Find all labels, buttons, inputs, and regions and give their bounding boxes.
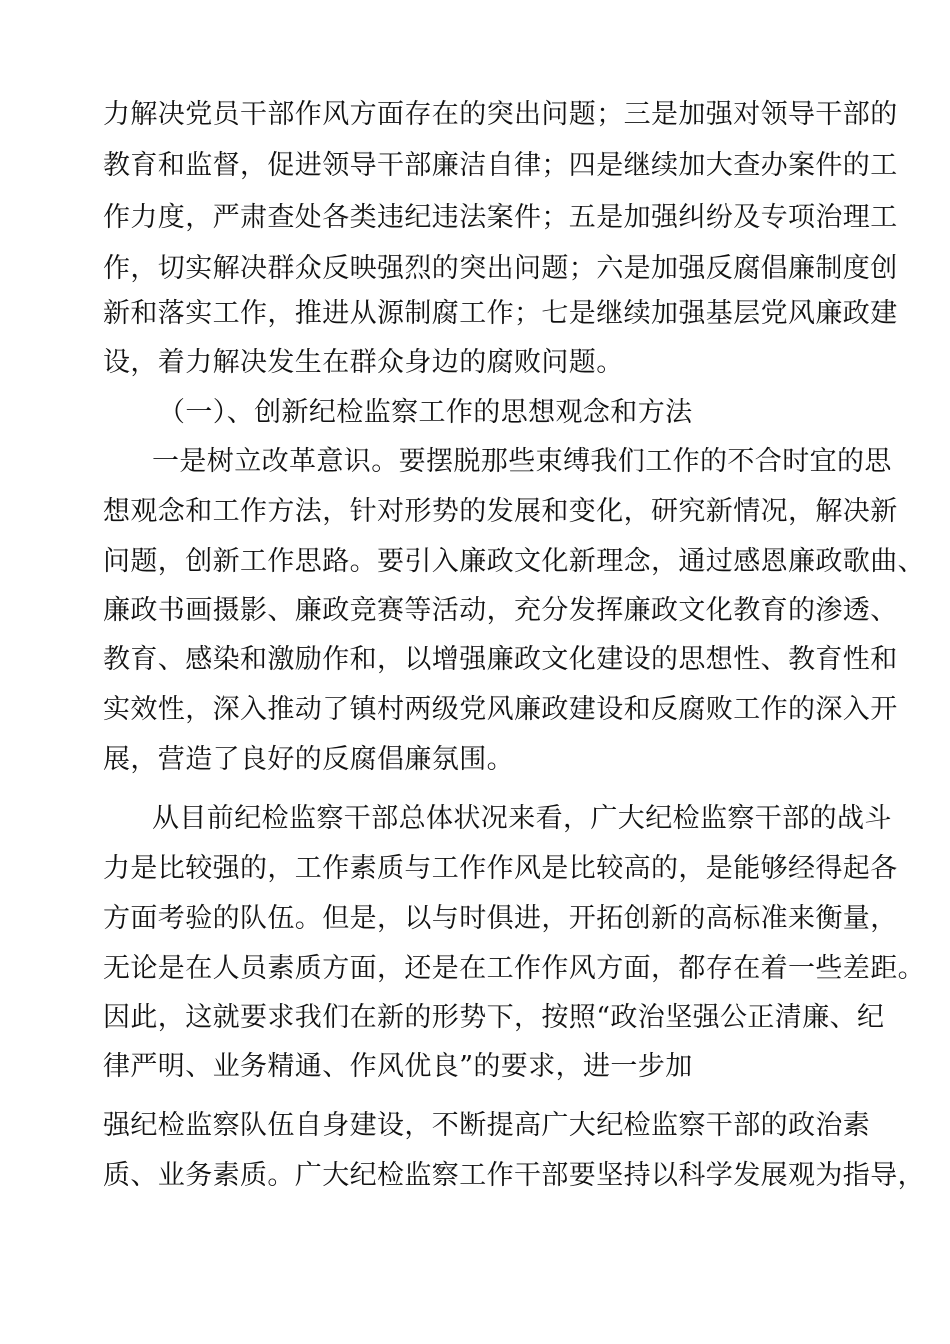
text-line: 问题，创新工作思路。要引入廉政文化新理念，通过感恩廉政歌曲、	[103, 546, 925, 577]
text-line: 从目前纪检监察干部总体状况来看，广大纪检监察干部的战斗	[152, 803, 892, 834]
text-line: 作力度，严肃查处各类违纪违法案件；五是加强纠纷及专项治理工	[103, 202, 898, 233]
text-line: 无论是在人员素质方面，还是在工作作风方面，都存在着一些差距。	[103, 953, 925, 984]
text-line: 新和落实工作，推进从源制腐工作；七是继续加强基层党风廉政建	[103, 298, 898, 329]
text-line: 作，切实解决群众反映强烈的突出问题；六是加强反腐倡廉制度创	[103, 253, 898, 284]
text-line: 质、业务素质。广大纪检监察工作干部要坚持以科学发展观为指导，	[103, 1160, 925, 1191]
text-line: 教育和监督，促进领导干部廉洁自律；四是继续加大查办案件的工	[103, 150, 898, 181]
text-line: 因此，这就要求我们在新的形势下，按照“政治坚强公正清廉、纪	[103, 1002, 885, 1033]
text-line: 廉政书画摄影、廉政竞赛等活动，充分发挥廉政文化教育的渗透、	[103, 595, 898, 626]
section-heading: （一）、创新纪检监察工作的思想观念和方法	[158, 397, 693, 428]
text-line: 律严明、业务精通、作风优良”的要求，进一步加	[103, 1051, 693, 1082]
text-line: 设，着力解决发生在群众身边的腐败问题。	[103, 347, 624, 378]
text-line: 强纪检监察队伍自身建设，不断提高广大纪检监察干部的政治素	[103, 1110, 871, 1141]
text-line: 想观念和工作方法，针对形势的发展和变化，研究新情况，解决新	[103, 496, 898, 527]
text-line: 方面考验的队伍。但是，以与时俱进，开拓创新的高标准来衡量，	[103, 903, 898, 934]
text-line: 力是比较强的，工作素质与工作作风是比较高的，是能够经得起各	[103, 853, 898, 884]
text-line: 实效性，深入推动了镇村两级党风廉政建设和反腐败工作的深入开	[103, 694, 898, 725]
text-line: 展，营造了良好的反腐倡廉氛围。	[103, 744, 514, 775]
text-line: 教育、感染和激励作和，以增强廉政文化建设的思想性、教育性和	[103, 644, 898, 675]
text-line: 力解决党员干部作风方面存在的突出问题；三是加强对领导干部的	[103, 99, 898, 130]
text-line: 一是树立改革意识。要摆脱那些束缚我们工作的不合时宜的思	[152, 446, 892, 477]
